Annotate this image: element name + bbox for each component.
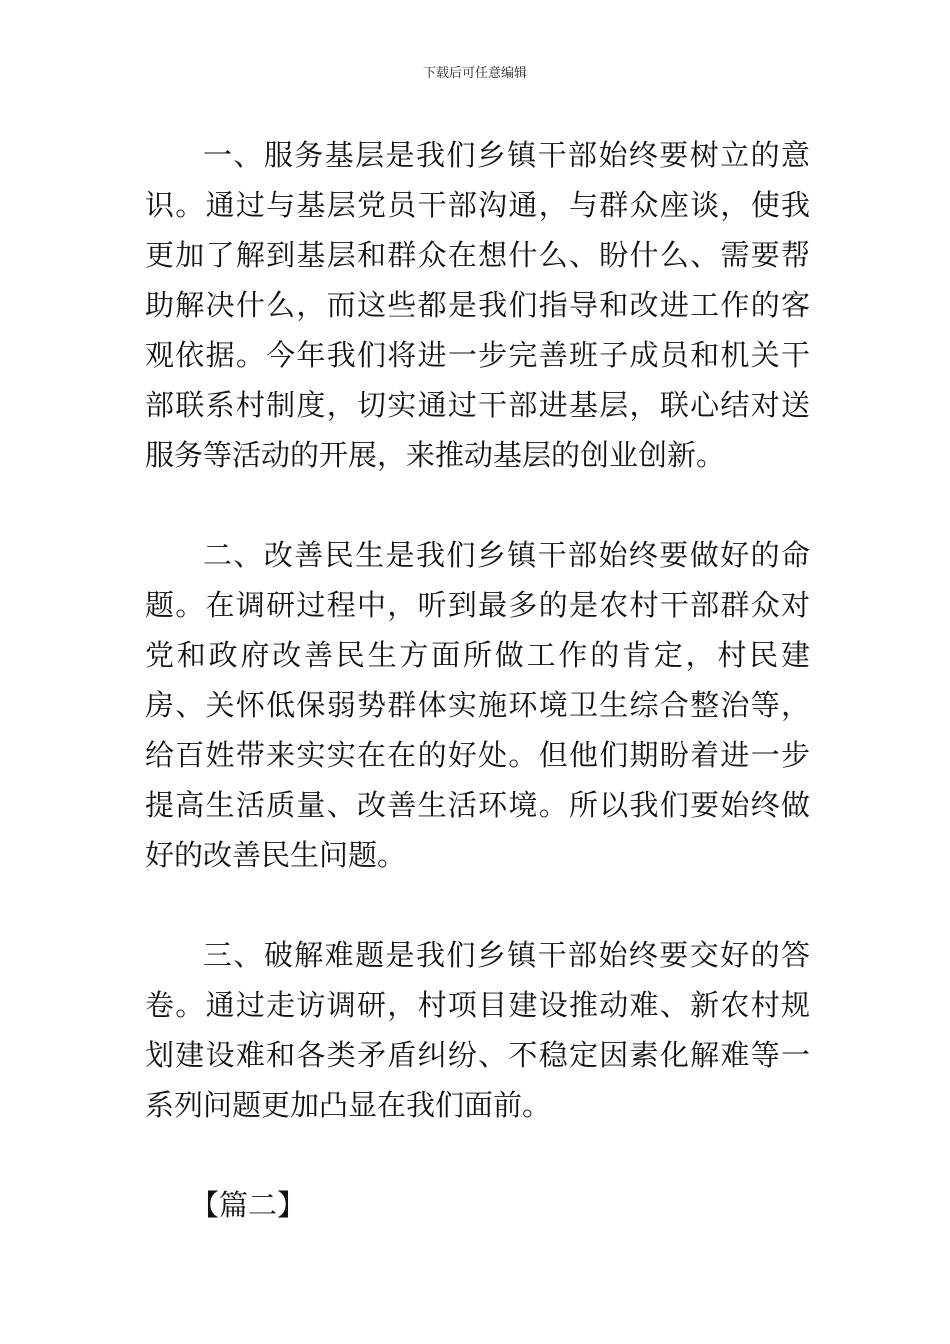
paragraph-2: 二、改善民生是我们乡镇干部始终要做好的命题。在调研过程中，听到最多的是农村干部群众对党和政府改善民生方面所做工作的肯定，村民建房、关怀低保弱势群体实施环境卫生综合整治等，给百姓带来实实在在的好处。但他们期盼着进一步提高生活质量、改善生活环境。所以我们要始终做好的改善民生问题。 bbox=[145, 538, 810, 872]
section-heading: 【篇二】 bbox=[190, 1188, 307, 1222]
document-body bbox=[145, 130, 810, 1230]
paragraph-1: 一、服务基层是我们乡镇干部始终要树立的意识。通过与基层党员干部沟通，与群众座谈，使我更加了解到基层和群众在想什么、盼什么、需要帮助解决什么，而这些都是我们指导和改进工作的客观依据。今年我们将进一步完善班子成员和机关干部联系村制度，切实通过干部进基层，联心结对送服务等活动的开展，来推动基层的创业创新。 bbox=[145, 138, 810, 472]
paragraph-3: 三、破解难题是我们乡镇干部始终要交好的答卷。通过走访调研，村项目建设推动难、新农村规划建设难和各类矛盾纠纷、不稳定因素化解难等一系列问题更加凸显在我们面前。 bbox=[145, 938, 810, 1122]
page-header-note: 下载后可任意编辑 bbox=[422, 66, 527, 81]
